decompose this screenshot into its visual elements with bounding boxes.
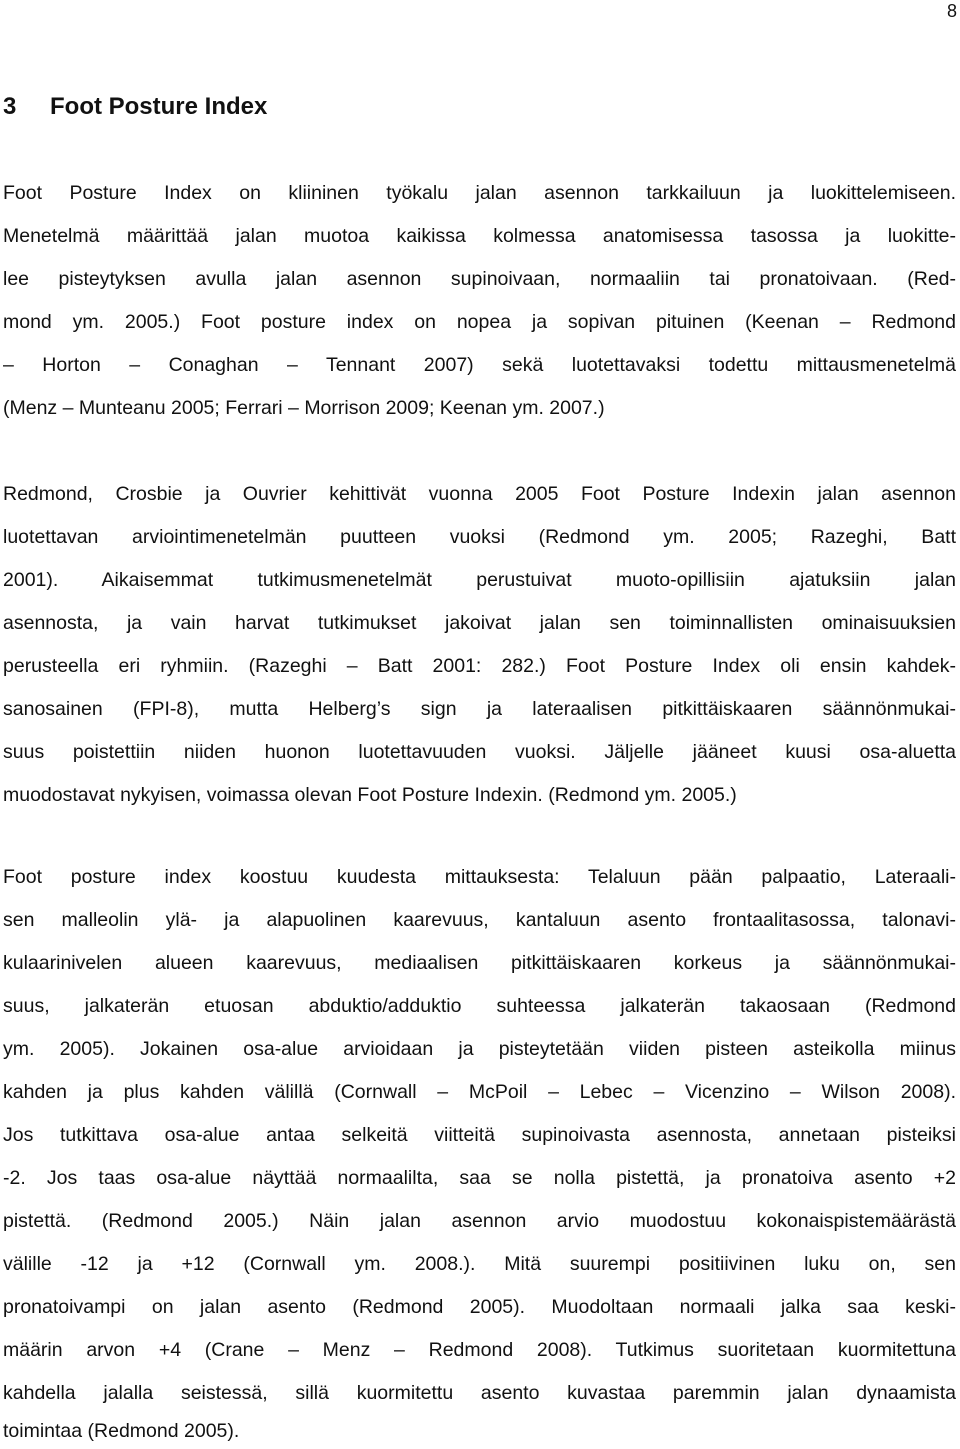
paragraph-line: Redmond, Crosbie ja Ouvrier kehittivät vuonna 2005 Foot Posture Indexin jalan asennon (3, 483, 956, 505)
paragraph-line: Foot Posture Index on kliininen työkalu jalan asennon tarkkailuun ja luokittelemiseen. (3, 182, 956, 204)
paragraph-line: asennosta, ja vain harvat tutkimukset jakoivat jalan sen toiminnallisten ominaisuuksien (3, 612, 956, 634)
paragraph-line: Jos tutkittava osa-alue antaa selkeitä viitteitä supinoivasta asennosta, annetaan pisteiksi (3, 1124, 956, 1146)
paragraph-line: suus, jalkaterän etuosan abduktio/adduktio suhteessa jalkaterän takaosaan (Redmond (3, 995, 956, 1017)
paragraph-line: toimintaa (Redmond 2005). (3, 1420, 240, 1442)
paragraph-line: – Horton – Conaghan – Tennant 2007) sekä luotettavaksi todettu mittausmenetelmä (3, 354, 956, 376)
paragraph-line: (Menz – Munteanu 2005; Ferrari – Morrison 2009; Keenan ym. 2007.) (3, 397, 605, 419)
paragraph-line: muodostavat nykyisen, voimassa olevan Foot Posture Indexin. (Redmond ym. 2005.) (3, 784, 737, 806)
section-title: Foot Posture Index (50, 93, 268, 120)
paragraph-line: kahdella jalalla seistessä, sillä kuormitettu asento kuvastaa paremmin jalan dynaamista (3, 1382, 956, 1404)
paragraph-line: sen malleolin ylä- ja alapuolinen kaarevuus, kantaluun asento frontaalitasossa, talonavi- (3, 909, 956, 931)
paragraph-line: suus poistettiin niiden huonon luotettavuuden vuoksi. Jäljelle jääneet kuusi osa-aluetta (3, 741, 956, 763)
paragraph-line: Foot posture index koostuu kuudesta mittauksesta: Telaluun pään palpaatio, Lateraali- (3, 866, 956, 888)
paragraph-line: Menetelmä määrittää jalan muotoa kaikissa kolmessa anatomisessa tasossa ja luokitte- (3, 225, 956, 247)
paragraph-line: -2. Jos taas osa-alue näyttää normaalilta, saa se nolla pistettä, ja pronatoiva asento +2 (3, 1167, 956, 1189)
paragraph-line: 2001). Aikaisemmat tutkimusmenetelmät perustuivat muoto-opillisiin ajatuksiin jalan (3, 569, 956, 591)
paragraph-line: välille -12 ja +12 (Cornwall ym. 2008.). Mitä suurempi positiivinen luku on, sen (3, 1253, 956, 1275)
paragraph-line: kulaarinivelen alueen kaarevuus, mediaalisen pitkittäiskaaren korkeus ja säännönmukai- (3, 952, 956, 974)
paragraph-line: perusteella eri ryhmiin. (Razeghi – Batt 2001: 282.) Foot Posture Index oli ensin kahdek- (3, 655, 956, 677)
paragraph-line: luotettavan arviointimenetelmän puutteen vuoksi (Redmond ym. 2005; Razeghi, Batt (3, 526, 956, 548)
paragraph-line: lee pisteytyksen avulla jalan asennon supinoivaan, normaaliin tai pronatoivaan. (Red- (3, 268, 956, 290)
section-heading (3, 92, 267, 122)
section-number: 3 (3, 93, 17, 120)
paragraph-line: mond ym. 2005.) Foot posture index on nopea ja sopivan pituinen (Keenan – Redmond (3, 311, 956, 333)
paragraph-line: sanosainen (FPI-8), mutta Helberg’s sign ja lateraalisen pitkittäiskaaren säännönmukai- (3, 698, 956, 720)
paragraph-line: pronatoivampi on jalan asento (Redmond 2005). Muodoltaan normaali jalka saa keski- (3, 1296, 956, 1318)
paragraph-line: kahden ja plus kahden välillä (Cornwall – McPoil – Lebec – Vicenzino – Wilson 2008). (3, 1081, 956, 1103)
paragraph-line: määrin arvon +4 (Crane – Menz – Redmond 2008). Tutkimus suoritetaan kuormitettuna (3, 1339, 956, 1361)
paragraph-line: pistettä. (Redmond 2005.) Näin jalan asennon arvio muodostuu kokonaispistemäärästä (3, 1210, 956, 1232)
page-number: 8 (946, 1, 957, 21)
paragraph-line: ym. 2005). Jokainen osa-alue arvioidaan ja pisteytetään viiden pisteen asteikolla miinus (3, 1038, 956, 1060)
